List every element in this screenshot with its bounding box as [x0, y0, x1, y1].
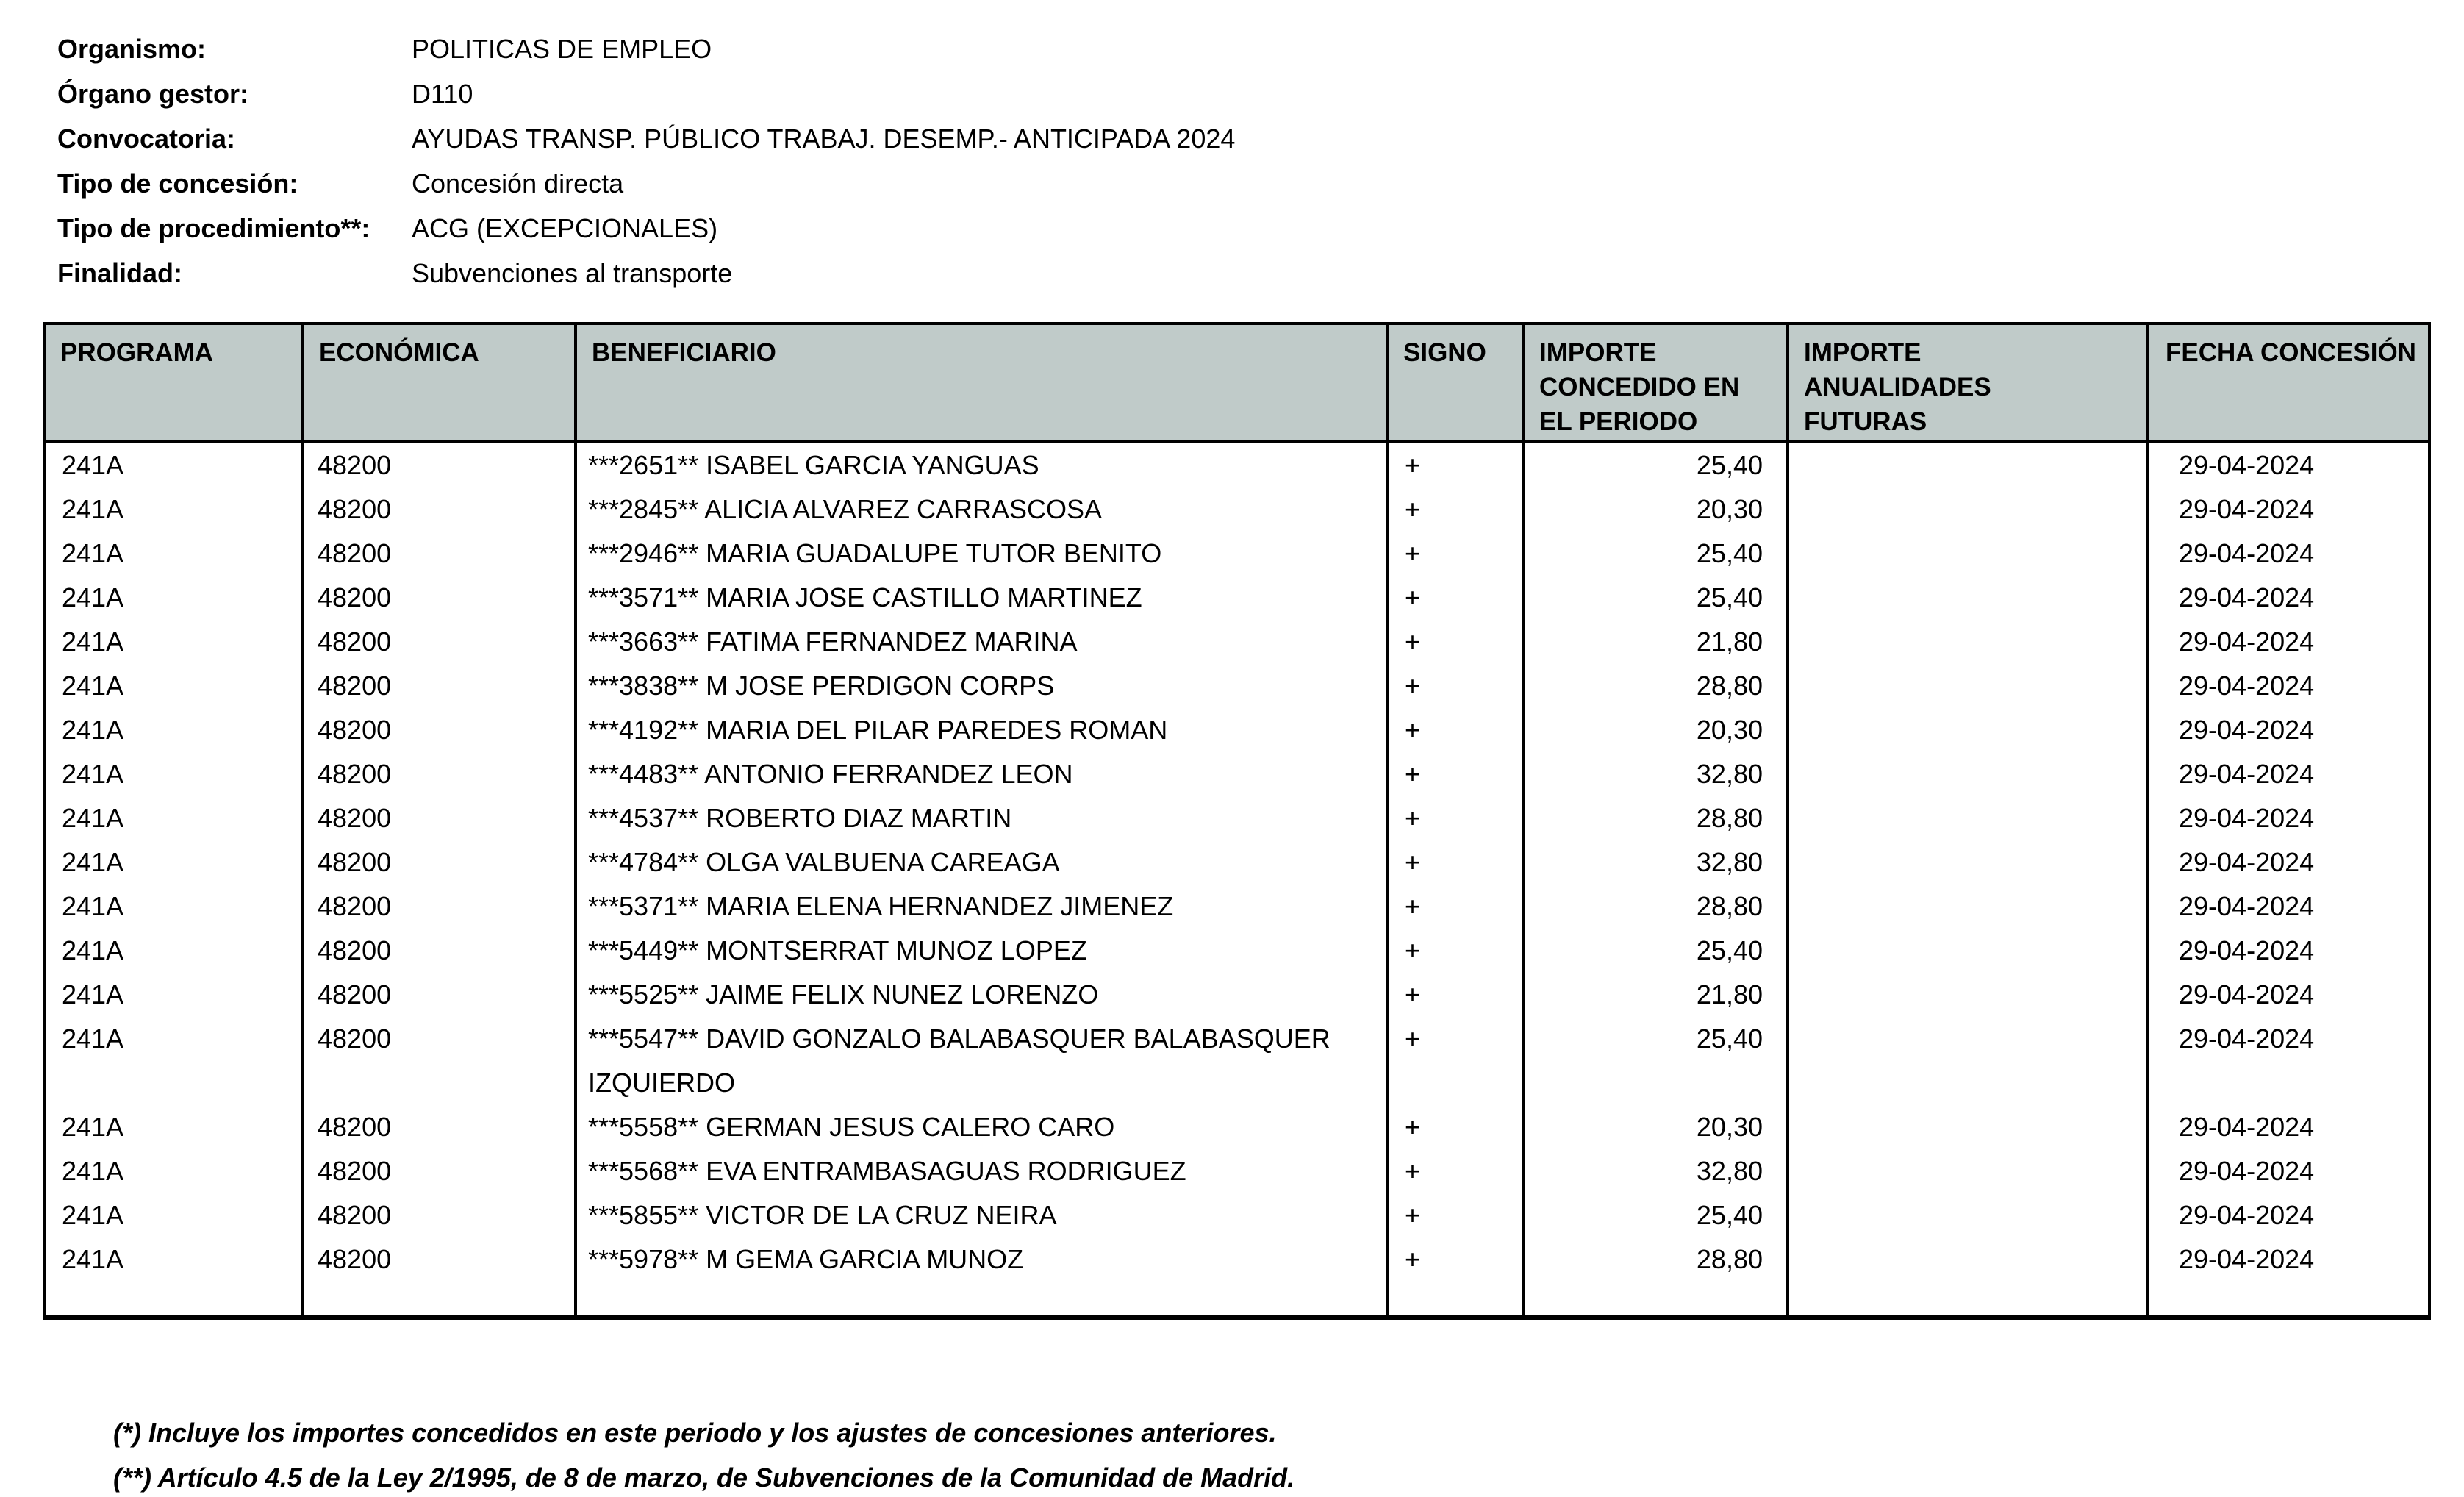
- cell-importe-anualidades: [1788, 576, 2148, 620]
- cell-programa: 241A: [44, 487, 303, 532]
- cell-programa: [44, 1282, 303, 1318]
- cell-fecha-concesion: 29-04-2024: [2148, 1017, 2429, 1105]
- cell-programa: 241A: [44, 929, 303, 973]
- cell-importe-anualidades: [1788, 487, 2148, 532]
- field-value: D110: [412, 78, 473, 109]
- cell-signo: +: [1387, 752, 1523, 796]
- field-value: AYUDAS TRANSP. PÚBLICO TRABAJ. DESEMP.- ANTICIPADA 2024: [412, 123, 1236, 154]
- cell-fecha-concesion: 29-04-2024: [2148, 840, 2429, 885]
- table-row: [44, 664, 2429, 708]
- document-header-fields: [57, 26, 1235, 296]
- cell-programa: 241A: [44, 1105, 303, 1149]
- cell-importe-anualidades: [1788, 1017, 2148, 1105]
- cell-beneficiario: ***4784** OLGA VALBUENA CAREAGA: [576, 840, 1387, 885]
- field-label: Órgano gestor:: [57, 78, 249, 109]
- cell-importe-concedido: 28,80: [1523, 664, 1788, 708]
- cell-beneficiario: ***5558** GERMAN JESUS CALERO CARO: [576, 1105, 1387, 1149]
- cell-fecha-concesion: 29-04-2024: [2148, 1193, 2429, 1237]
- field-row: [57, 251, 1235, 296]
- cell-importe-anualidades: [1788, 840, 2148, 885]
- cell-signo: +: [1387, 708, 1523, 752]
- column-header: ECONÓMICA: [303, 324, 576, 441]
- cell-beneficiario: ***5449** MONTSERRAT MUNOZ LOPEZ: [576, 929, 1387, 973]
- cell-programa: 241A: [44, 885, 303, 929]
- cell-signo: +: [1387, 929, 1523, 973]
- cell-programa: 241A: [44, 664, 303, 708]
- cell-signo: +: [1387, 620, 1523, 664]
- cell-programa: 241A: [44, 1237, 303, 1282]
- cell-signo: +: [1387, 1237, 1523, 1282]
- cell-beneficiario: ***4537** ROBERTO DIAZ MARTIN: [576, 796, 1387, 840]
- cell-importe-anualidades: [1788, 1282, 2148, 1318]
- cell-fecha-concesion: 29-04-2024: [2148, 929, 2429, 973]
- cell-signo: +: [1387, 487, 1523, 532]
- field-value: Concesión directa: [412, 168, 624, 199]
- cell-economica: 48200: [303, 929, 576, 973]
- grants-table: [43, 322, 2431, 1320]
- cell-fecha-concesion: 29-04-2024: [2148, 1149, 2429, 1193]
- field-value: POLITICAS DE EMPLEO: [412, 33, 712, 64]
- cell-signo: +: [1387, 441, 1523, 487]
- cell-economica: 48200: [303, 885, 576, 929]
- table-row: [44, 1017, 2429, 1105]
- cell-economica: 48200: [303, 1237, 576, 1282]
- field-row: [57, 161, 1235, 206]
- table-row: [44, 973, 2429, 1017]
- cell-beneficiario: ***2651** ISABEL GARCIA YANGUAS: [576, 441, 1387, 487]
- field-value: Subvenciones al transporte: [412, 257, 733, 288]
- cell-economica: 48200: [303, 620, 576, 664]
- cell-beneficiario: ***3838** M JOSE PERDIGON CORPS: [576, 664, 1387, 708]
- cell-programa: 241A: [44, 973, 303, 1017]
- cell-importe-concedido: 20,30: [1523, 1105, 1788, 1149]
- cell-economica: 48200: [303, 532, 576, 576]
- table-row: [44, 532, 2429, 576]
- table-row: [44, 441, 2429, 487]
- cell-importe-concedido: 25,40: [1523, 929, 1788, 973]
- cell-importe-concedido: 25,40: [1523, 1193, 1788, 1237]
- cell-fecha-concesion: 29-04-2024: [2148, 487, 2429, 532]
- cell-signo: +: [1387, 532, 1523, 576]
- column-header: IMPORTE CONCEDIDO EN EL PERIODO: [1523, 324, 1788, 441]
- cell-signo: +: [1387, 1017, 1523, 1105]
- table-header-row: [44, 324, 2429, 441]
- cell-economica: 48200: [303, 973, 576, 1017]
- cell-importe-concedido: 28,80: [1523, 1237, 1788, 1282]
- cell-importe-concedido: 25,40: [1523, 576, 1788, 620]
- field-label: Tipo de procedimiento**:: [57, 212, 370, 243]
- field-label: Finalidad:: [57, 257, 182, 288]
- table-row: [44, 840, 2429, 885]
- table-row: [44, 487, 2429, 532]
- cell-importe-concedido: 25,40: [1523, 532, 1788, 576]
- cell-beneficiario: ***3663** FATIMA FERNANDEZ MARINA: [576, 620, 1387, 664]
- column-header: PROGRAMA: [44, 324, 303, 441]
- cell-importe-anualidades: [1788, 752, 2148, 796]
- field-label: Convocatoria:: [57, 123, 236, 154]
- field-label: Tipo de concesión:: [57, 168, 298, 199]
- cell-importe-concedido: 28,80: [1523, 796, 1788, 840]
- cell-importe-anualidades: [1788, 708, 2148, 752]
- cell-importe-concedido: [1523, 1282, 1788, 1318]
- cell-fecha-concesion: [2148, 1282, 2429, 1318]
- cell-signo: +: [1387, 796, 1523, 840]
- field-label: Organismo:: [57, 33, 207, 64]
- cell-importe-anualidades: [1788, 885, 2148, 929]
- cell-beneficiario: ***5525** JAIME FELIX NUNEZ LORENZO: [576, 973, 1387, 1017]
- cell-importe-anualidades: [1788, 1193, 2148, 1237]
- cell-economica: 48200: [303, 1149, 576, 1193]
- field-row: [57, 116, 1235, 161]
- column-header: SIGNO: [1387, 324, 1523, 441]
- cell-importe-anualidades: [1788, 1105, 2148, 1149]
- field-row: [57, 26, 1235, 71]
- cell-beneficiario: ***5547** DAVID GONZALO BALABASQUER BALABASQUER IZQUIERDO: [576, 1017, 1387, 1105]
- cell-programa: 241A: [44, 708, 303, 752]
- column-header: BENEFICIARIO: [576, 324, 1387, 441]
- cell-importe-concedido: 20,30: [1523, 487, 1788, 532]
- cell-signo: +: [1387, 1193, 1523, 1237]
- field-row: [57, 206, 1235, 251]
- column-header: IMPORTE ANUALIDADES FUTURAS: [1788, 324, 2148, 441]
- cell-importe-anualidades: [1788, 1149, 2148, 1193]
- cell-programa: 241A: [44, 752, 303, 796]
- cell-fecha-concesion: 29-04-2024: [2148, 441, 2429, 487]
- table-row: [44, 752, 2429, 796]
- table-row: [44, 1282, 2429, 1318]
- cell-economica: 48200: [303, 1193, 576, 1237]
- table-row: [44, 1105, 2429, 1149]
- cell-fecha-concesion: 29-04-2024: [2148, 885, 2429, 929]
- cell-programa: 241A: [44, 441, 303, 487]
- cell-programa: 241A: [44, 796, 303, 840]
- cell-beneficiario: ***5568** EVA ENTRAMBASAGUAS RODRIGUEZ: [576, 1149, 1387, 1193]
- cell-signo: +: [1387, 576, 1523, 620]
- cell-programa: 241A: [44, 620, 303, 664]
- table-row: [44, 620, 2429, 664]
- cell-fecha-concesion: 29-04-2024: [2148, 973, 2429, 1017]
- cell-fecha-concesion: 29-04-2024: [2148, 708, 2429, 752]
- cell-fecha-concesion: 29-04-2024: [2148, 752, 2429, 796]
- cell-economica: 48200: [303, 1105, 576, 1149]
- cell-importe-concedido: 32,80: [1523, 840, 1788, 885]
- cell-programa: 241A: [44, 1193, 303, 1237]
- footnote-line: (*) Incluye los importes concedidos en este periodo y los ajustes de concesiones anteriores.: [113, 1418, 1277, 1448]
- cell-programa: 241A: [44, 532, 303, 576]
- cell-importe-concedido: 25,40: [1523, 441, 1788, 487]
- cell-signo: +: [1387, 1149, 1523, 1193]
- cell-beneficiario: ***2946** MARIA GUADALUPE TUTOR BENITO: [576, 532, 1387, 576]
- cell-signo: +: [1387, 1105, 1523, 1149]
- table-row: [44, 1149, 2429, 1193]
- cell-economica: 48200: [303, 796, 576, 840]
- cell-programa: 241A: [44, 840, 303, 885]
- cell-fecha-concesion: 29-04-2024: [2148, 532, 2429, 576]
- cell-importe-concedido: 32,80: [1523, 1149, 1788, 1193]
- cell-economica: 48200: [303, 752, 576, 796]
- cell-importe-concedido: 20,30: [1523, 708, 1788, 752]
- cell-importe-anualidades: [1788, 929, 2148, 973]
- cell-fecha-concesion: 29-04-2024: [2148, 1105, 2429, 1149]
- cell-programa: 241A: [44, 1149, 303, 1193]
- cell-importe-anualidades: [1788, 664, 2148, 708]
- cell-economica: [303, 1282, 576, 1318]
- field-row: [57, 71, 1235, 116]
- cell-programa: 241A: [44, 1017, 303, 1105]
- cell-fecha-concesion: 29-04-2024: [2148, 796, 2429, 840]
- cell-importe-anualidades: [1788, 1237, 2148, 1282]
- cell-economica: 48200: [303, 487, 576, 532]
- cell-importe-concedido: 21,80: [1523, 973, 1788, 1017]
- table-row: [44, 796, 2429, 840]
- field-value: ACG (EXCEPCIONALES): [412, 212, 718, 243]
- table-row: [44, 929, 2429, 973]
- cell-beneficiario: [576, 1282, 1387, 1318]
- cell-economica: 48200: [303, 664, 576, 708]
- cell-economica: 48200: [303, 441, 576, 487]
- cell-importe-concedido: 32,80: [1523, 752, 1788, 796]
- cell-beneficiario: ***4483** ANTONIO FERRANDEZ LEON: [576, 752, 1387, 796]
- cell-economica: 48200: [303, 1017, 576, 1105]
- cell-beneficiario: ***2845** ALICIA ALVAREZ CARRASCOSA: [576, 487, 1387, 532]
- cell-economica: 48200: [303, 708, 576, 752]
- cell-importe-anualidades: [1788, 620, 2148, 664]
- cell-economica: 48200: [303, 840, 576, 885]
- cell-importe-anualidades: [1788, 441, 2148, 487]
- cell-beneficiario: ***5855** VICTOR DE LA CRUZ NEIRA: [576, 1193, 1387, 1237]
- footnote-line: (**) Artículo 4.5 de la Ley 2/1995, de 8 de marzo, de Subvenciones de la Comunidad de Madrid.: [113, 1462, 1295, 1493]
- cell-fecha-concesion: 29-04-2024: [2148, 1237, 2429, 1282]
- table-row: [44, 885, 2429, 929]
- cell-fecha-concesion: 29-04-2024: [2148, 664, 2429, 708]
- cell-beneficiario: ***3571** MARIA JOSE CASTILLO MARTINEZ: [576, 576, 1387, 620]
- cell-fecha-concesion: 29-04-2024: [2148, 576, 2429, 620]
- cell-signo: +: [1387, 840, 1523, 885]
- table-row: [44, 1237, 2429, 1282]
- cell-fecha-concesion: 29-04-2024: [2148, 620, 2429, 664]
- cell-importe-anualidades: [1788, 796, 2148, 840]
- table-row: [44, 1193, 2429, 1237]
- cell-signo: [1387, 1282, 1523, 1318]
- cell-importe-anualidades: [1788, 532, 2148, 576]
- table-row: [44, 708, 2429, 752]
- cell-signo: +: [1387, 885, 1523, 929]
- cell-programa: 241A: [44, 576, 303, 620]
- column-header: FECHA CONCESIÓN: [2148, 324, 2429, 441]
- cell-importe-concedido: 28,80: [1523, 885, 1788, 929]
- footnotes: [113, 1410, 1294, 1497]
- cell-beneficiario: ***4192** MARIA DEL PILAR PAREDES ROMAN: [576, 708, 1387, 752]
- cell-importe-concedido: 21,80: [1523, 620, 1788, 664]
- cell-signo: +: [1387, 664, 1523, 708]
- cell-economica: 48200: [303, 576, 576, 620]
- table-row: [44, 576, 2429, 620]
- cell-beneficiario: ***5371** MARIA ELENA HERNANDEZ JIMENEZ: [576, 885, 1387, 929]
- cell-signo: +: [1387, 973, 1523, 1017]
- cell-importe-anualidades: [1788, 973, 2148, 1017]
- cell-importe-concedido: 25,40: [1523, 1017, 1788, 1105]
- cell-beneficiario: ***5978** M GEMA GARCIA MUNOZ: [576, 1237, 1387, 1282]
